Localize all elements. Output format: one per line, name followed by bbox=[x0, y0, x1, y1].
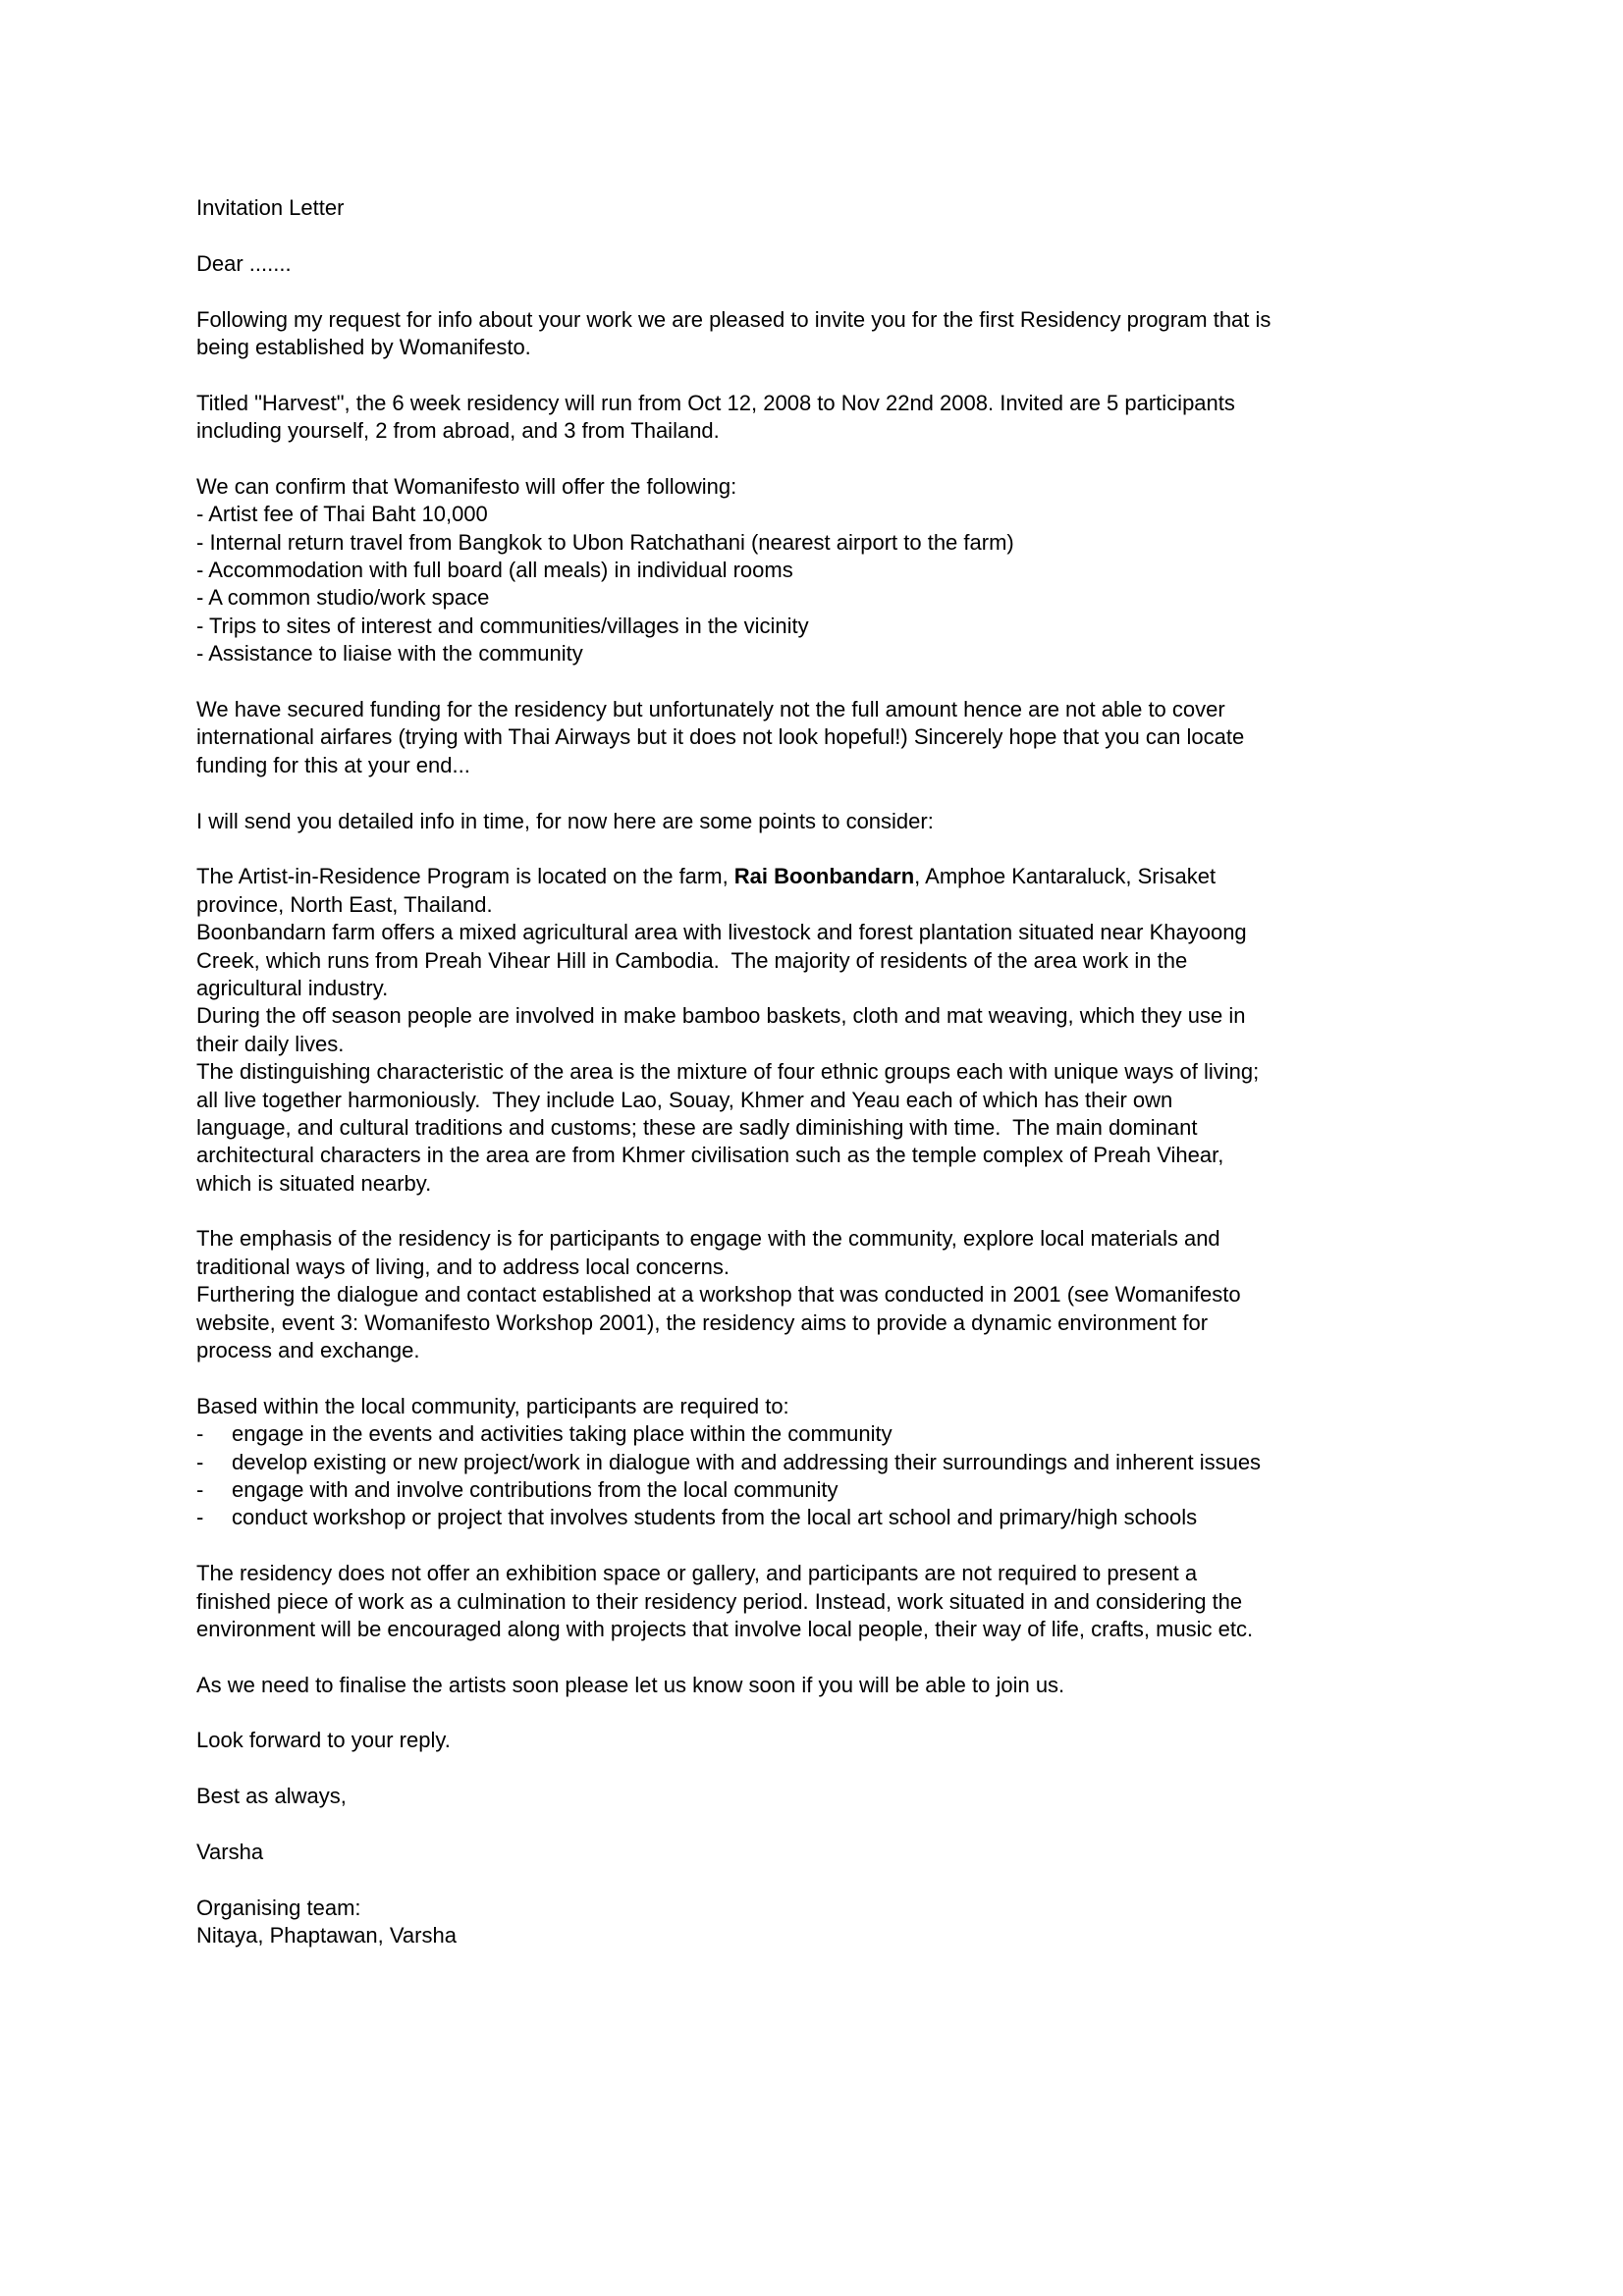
paragraph bbox=[196, 1393, 1436, 1532]
paragraph bbox=[196, 1672, 1436, 1699]
text-segment: - bbox=[196, 1421, 204, 1447]
paragraph bbox=[196, 1727, 1436, 1754]
text-line bbox=[196, 975, 1436, 1002]
text-line bbox=[196, 1895, 1436, 1922]
text-line bbox=[196, 529, 1436, 557]
paragraph bbox=[196, 250, 1436, 278]
text-segment: - Assistance to liaise with the community bbox=[196, 641, 583, 667]
paragraph bbox=[196, 1895, 1436, 1950]
paragraph bbox=[196, 1783, 1436, 1810]
text-segment: Titled "Harvest", the 6 week residency will run from Oct 12, 2008 to Nov 22nd 2008. Invited are 5 participants bbox=[196, 390, 1235, 415]
text-line bbox=[196, 1449, 1436, 1476]
paragraph bbox=[196, 473, 1436, 668]
text-line bbox=[196, 1170, 1436, 1198]
text-segment: engage in the events and activities taking place within the community bbox=[232, 1421, 893, 1447]
text-segment: Invitation Letter bbox=[196, 195, 345, 220]
text-segment: - bbox=[196, 1449, 204, 1474]
text-segment: , Amphoe Kantaraluck, Srisaket bbox=[914, 864, 1217, 889]
text-segment: - Internal return travel from Bangkok to Ubon Ratchathani (nearest airport to the farm) bbox=[196, 529, 1014, 555]
paragraph bbox=[196, 696, 1436, 779]
text-segment: - Trips to sites of interest and communities/villages in the vicinity bbox=[196, 613, 809, 638]
text-line bbox=[196, 1281, 1436, 1308]
text-segment: including yourself, 2 from abroad, and 3 from Thailand. bbox=[196, 418, 720, 444]
text-segment: The distinguishing characteristic of the area is the mixture of four ethnic groups each with unique ways of living; bbox=[196, 1059, 1260, 1085]
text-line bbox=[196, 863, 1436, 890]
text-segment: During the off season people are involved in make bamboo baskets, cloth and mat weaving, which they use in bbox=[196, 1003, 1246, 1029]
text-segment: being established by Womanifesto. bbox=[196, 334, 531, 359]
text-line bbox=[196, 1309, 1436, 1337]
text-line bbox=[196, 1002, 1436, 1030]
text-line bbox=[196, 390, 1436, 417]
text-segment: Furthering the dialogue and contact established at a workshop that was conducted in 2001 (see Womanifesto bbox=[196, 1282, 1241, 1308]
text-line bbox=[196, 1783, 1436, 1810]
text-segment: Nitaya, Phaptawan, Varsha bbox=[196, 1923, 457, 1949]
text-segment: Boonbandarn farm offers a mixed agricultural area with livestock and forest plantation situated near Khayoong bbox=[196, 920, 1247, 945]
text-line bbox=[196, 1254, 1436, 1281]
text-line bbox=[196, 752, 1436, 779]
text-segment: international airfares (trying with Thai Airways but it does not look hopeful!) Sincerely hope that you can locate bbox=[196, 724, 1245, 750]
text-line bbox=[196, 1087, 1436, 1114]
text-segment: environment will be encouraged along with projects that involve local people, their way of life, crafts, music etc. bbox=[196, 1616, 1254, 1641]
text-segment: Look forward to your reply. bbox=[196, 1728, 451, 1753]
text-line bbox=[196, 947, 1436, 975]
text-segment: - A common studio/work space bbox=[196, 585, 490, 611]
text-segment: - Accommodation with full board (all meals) in individual rooms bbox=[196, 558, 793, 583]
text-segment: Following my request for info about your work we are pleased to invite you for the first Residency program that is bbox=[196, 306, 1271, 332]
text-segment: I will send you detailed info in time, for now here are some points to consider: bbox=[196, 808, 934, 833]
text-line bbox=[196, 1727, 1436, 1754]
text-segment: The Artist-in-Residence Program is located on the farm, bbox=[196, 864, 734, 889]
text-line bbox=[196, 723, 1436, 751]
text-line bbox=[196, 640, 1436, 667]
text-line bbox=[196, 1560, 1436, 1587]
text-segment: funding for this at your end... bbox=[196, 752, 470, 777]
text-line bbox=[196, 584, 1436, 612]
text-line bbox=[196, 1504, 1436, 1531]
text-segment: which is situated nearby. bbox=[196, 1170, 432, 1196]
text-segment: Varsha bbox=[196, 1840, 264, 1865]
text-line bbox=[196, 1337, 1436, 1364]
text-segment: Organising team: bbox=[196, 1895, 361, 1920]
text-segment: - Artist fee of Thai Baht 10,000 bbox=[196, 502, 488, 527]
text-segment: their daily lives. bbox=[196, 1031, 345, 1056]
text-line bbox=[196, 473, 1436, 501]
text-line bbox=[196, 613, 1436, 640]
text-segment: - bbox=[196, 1505, 204, 1530]
text-line bbox=[196, 417, 1436, 445]
text-segment: Dear ....... bbox=[196, 250, 292, 276]
text-segment: website, event 3: Womanifesto Workshop 2001), the residency aims to provide a dynamic environment for bbox=[196, 1309, 1209, 1335]
paragraph bbox=[196, 194, 1436, 222]
text-line bbox=[196, 250, 1436, 278]
text-line bbox=[196, 501, 1436, 528]
text-line bbox=[196, 306, 1436, 334]
paragraph bbox=[196, 1839, 1436, 1866]
text-segment: We can confirm that Womanifesto will offer the following: bbox=[196, 473, 737, 499]
text-segment: finished piece of work as a culmination to their residency period. Instead, work situated in and considering the bbox=[196, 1588, 1243, 1614]
text-segment: - bbox=[196, 1476, 204, 1502]
text-segment: language, and cultural traditions and customs; these are sadly diminishing with time. The main dominant bbox=[196, 1114, 1198, 1140]
text-segment: Creek, which runs from Preah Vihear Hill in Cambodia. The majority of residents of the area work in the bbox=[196, 947, 1188, 973]
bold-text-segment: Rai Boonbandarn bbox=[733, 864, 915, 889]
paragraph bbox=[196, 306, 1436, 362]
paragraph bbox=[196, 1225, 1436, 1364]
text-segment: Best as always, bbox=[196, 1784, 347, 1809]
text-segment: conduct workshop or project that involves students from the local art school and primary/high schools bbox=[232, 1505, 1198, 1530]
text-segment: traditional ways of living, and to address local concerns. bbox=[196, 1254, 730, 1279]
text-line bbox=[196, 696, 1436, 723]
paragraph bbox=[196, 390, 1436, 446]
text-line bbox=[196, 334, 1436, 361]
text-line bbox=[196, 1839, 1436, 1866]
text-line bbox=[196, 1393, 1436, 1420]
paragraph bbox=[196, 863, 1436, 1198]
text-line bbox=[196, 808, 1436, 835]
text-line bbox=[196, 919, 1436, 946]
text-segment: province, North East, Thailand. bbox=[196, 891, 493, 917]
text-segment: Based within the local community, participants are required to: bbox=[196, 1393, 789, 1418]
text-line bbox=[196, 1031, 1436, 1058]
text-segment: process and exchange. bbox=[196, 1338, 420, 1363]
text-segment: architectural characters in the area are from Khmer civilisation such as the temple complex of Preah Vihear, bbox=[196, 1143, 1224, 1168]
text-line bbox=[196, 1616, 1436, 1643]
text-segment: all live together harmoniously. They include Lao, Souay, Khmer and Yeau each of which has their own bbox=[196, 1087, 1173, 1112]
text-line bbox=[196, 1142, 1436, 1169]
text-line bbox=[196, 194, 1436, 222]
paragraph bbox=[196, 1560, 1436, 1643]
text-line bbox=[196, 1476, 1436, 1504]
text-line bbox=[196, 891, 1436, 919]
text-segment: The residency does not offer an exhibition space or gallery, and participants are not required to present a bbox=[196, 1561, 1198, 1586]
text-segment: develop existing or new project/work in dialogue with and addressing their surroundings and inherent issues bbox=[232, 1449, 1262, 1474]
text-line bbox=[196, 1058, 1436, 1086]
text-segment: The emphasis of the residency is for participants to engage with the community, explore local materials and bbox=[196, 1226, 1220, 1252]
paragraph bbox=[196, 808, 1436, 835]
text-line bbox=[196, 1420, 1436, 1448]
text-segment: We have secured funding for the residency but unfortunately not the full amount hence are not able to cover bbox=[196, 697, 1225, 722]
text-line bbox=[196, 557, 1436, 584]
text-line bbox=[196, 1114, 1436, 1142]
text-line bbox=[196, 1672, 1436, 1699]
text-line bbox=[196, 1588, 1436, 1616]
text-segment: agricultural industry. bbox=[196, 975, 389, 1000]
text-segment: engage with and involve contributions from the local community bbox=[232, 1476, 839, 1502]
text-line bbox=[196, 1922, 1436, 1949]
text-line bbox=[196, 1225, 1436, 1253]
text-segment: As we need to finalise the artists soon please let us know soon if you will be able to join us. bbox=[196, 1672, 1065, 1697]
